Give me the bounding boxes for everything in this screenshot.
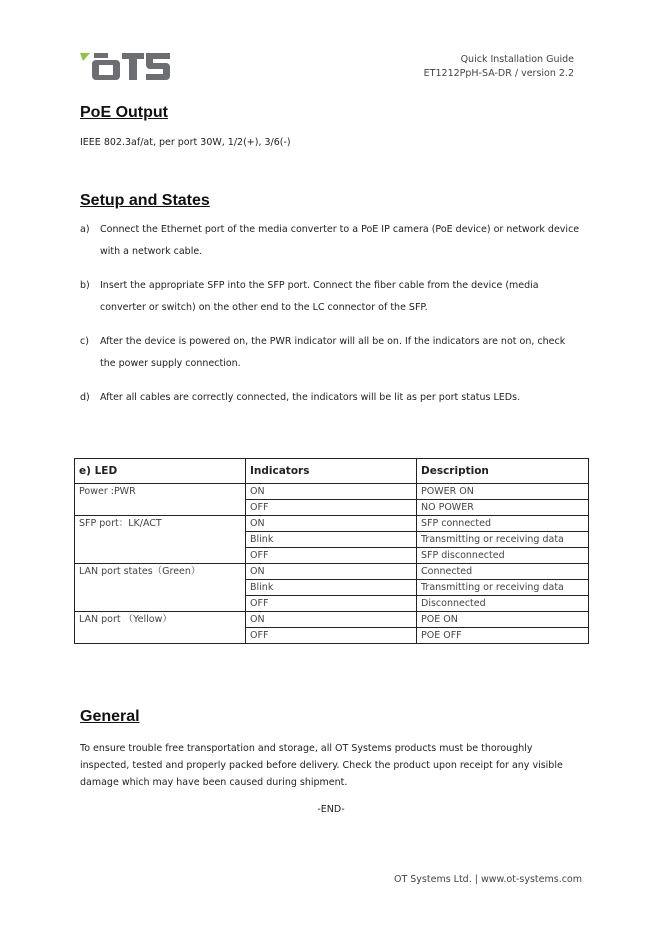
- step-label: b): [80, 280, 90, 291]
- indicator-cell: ON: [246, 564, 417, 580]
- step-text: Connect the Ethernet port of the media converter to a PoE IP camera (PoE device) or network device with a network cable.: [100, 224, 580, 257]
- step-text: Insert the appropriate SFP into the SFP port. Connect the fiber cable from the device (media converter or switch) on the other end to the LC connector of the SFP.: [100, 280, 539, 313]
- poe-heading: PoE Output: [80, 104, 168, 121]
- description-cell: Transmitting or receiving data: [417, 580, 589, 596]
- indicator-cell: OFF: [246, 500, 417, 516]
- description-cell: Disconnected: [417, 596, 589, 612]
- footer: OT Systems Ltd. | www.ot-systems.com: [393, 874, 582, 885]
- indicator-cell: OFF: [246, 628, 417, 644]
- indicator-cell: OFF: [246, 548, 417, 564]
- description-cell: POWER ON: [417, 484, 589, 500]
- step-text: After the device is powered on, the PWR indicator will all be on. If the indicators are not on, check the power supply connection.: [100, 336, 566, 369]
- description-cell: SFP disconnected: [417, 548, 589, 564]
- led-name: SFP port：LK/ACT: [75, 516, 246, 564]
- table-row: [75, 484, 589, 500]
- indicator-cell: OFF: [246, 596, 417, 612]
- col-header-description: Description: [417, 459, 589, 484]
- led-table: [74, 458, 589, 644]
- indicator-cell: Blink: [246, 580, 417, 596]
- description-cell: POE OFF: [417, 628, 589, 644]
- description-cell: POE ON: [417, 612, 589, 628]
- model-version: ET1212PpH-SA-DR / version 2.2: [423, 68, 574, 79]
- led-name: Power :PWR: [75, 484, 246, 516]
- end-marker: -END-: [317, 804, 345, 815]
- setup-heading: Setup and States: [80, 192, 210, 209]
- general-heading: General: [80, 708, 140, 725]
- col-header-led: e) LED: [75, 459, 246, 484]
- table-row: [75, 516, 589, 532]
- led-name: LAN port states（Green）: [75, 564, 246, 612]
- table-header-row: [75, 459, 589, 484]
- indicator-cell: ON: [246, 516, 417, 532]
- ots-logo: [80, 52, 172, 80]
- poe-text: IEEE 802.3af/at, per port 30W, 1/2(+), 3/6(-): [80, 137, 291, 148]
- step-label: c): [80, 336, 89, 347]
- step-text: After all cables are correctly connected, the indicators will be lit as per port status LEDs.: [100, 392, 521, 403]
- description-cell: Connected: [417, 564, 589, 580]
- description-cell: Transmitting or receiving data: [417, 532, 589, 548]
- step-label: d): [80, 392, 90, 403]
- description-cell: NO POWER: [417, 500, 589, 516]
- description-cell: SFP connected: [417, 516, 589, 532]
- indicator-cell: Blink: [246, 532, 417, 548]
- general-text: To ensure trouble free transportation and storage, all OT Systems products must be thoroughly inspected, tested and properly packed before delivery. Check the product upon receipt for any visible damage which may have been caused during shipment.: [80, 743, 563, 788]
- col-header-indicators: Indicators: [246, 459, 417, 484]
- doc-type: Quick Installation Guide: [460, 54, 574, 65]
- table-row: [75, 612, 589, 628]
- indicator-cell: ON: [246, 612, 417, 628]
- led-name: LAN port （Yellow）: [75, 612, 246, 644]
- indicator-cell: ON: [246, 484, 417, 500]
- step-label: a): [80, 224, 90, 235]
- table-row: [75, 564, 589, 580]
- ots-logo-mark: [80, 52, 172, 80]
